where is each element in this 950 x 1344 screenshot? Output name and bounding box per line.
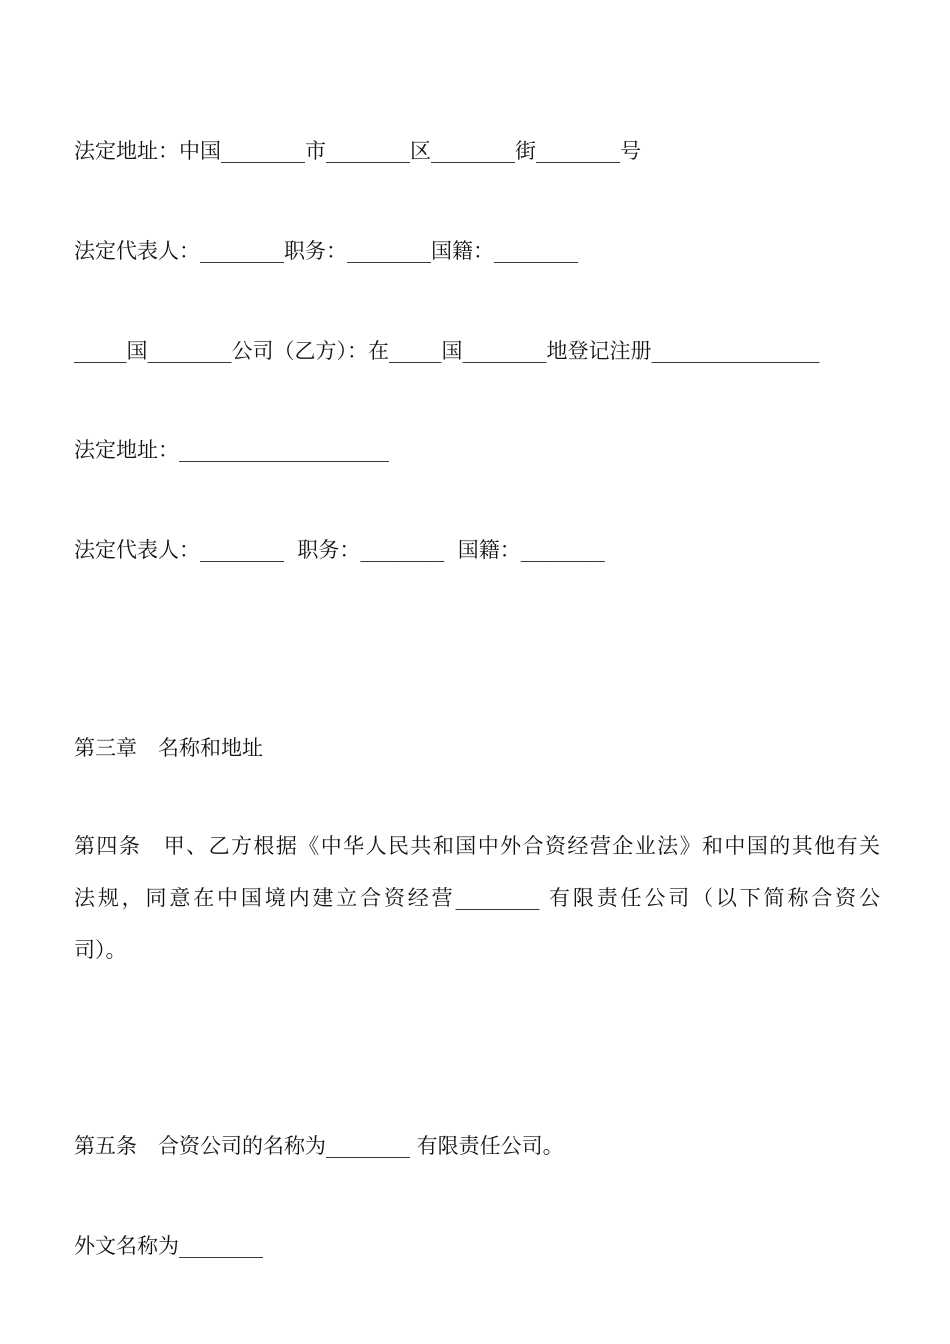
article-4-paragraph — [74, 820, 880, 976]
party-b-introduction: _____国________公司（乙方）：在_____国________地登记注册________________ — [74, 339, 820, 363]
article-4-line-1: 第四条 甲、乙方根据《中华人民共和国中外合资经营企业法》和中国的其他有关 — [74, 834, 880, 858]
article-4-line-2: 法规，同意在中国境内建立合资经营________ 有限责任公司（以下简称合资公 — [74, 886, 880, 910]
party-b-representative: 法定代表人：________ 职务：________ 国籍：________ — [74, 538, 605, 562]
party-a-representative: 法定代表人：________职务：________国籍：________ — [74, 239, 578, 263]
article-5: 第五条 合资公司的名称为________ 有限责任公司。 — [74, 1134, 564, 1158]
party-a-address: 法定地址：中国________市________区________街________号 — [74, 139, 641, 163]
foreign-name-line: 外文名称为________ — [74, 1234, 263, 1258]
chapter-3-title: 第三章 名称和地址 — [74, 736, 263, 760]
party-b-address: 法定地址：____________________ — [74, 438, 389, 462]
article-4-line-3: 司）。 — [74, 938, 127, 962]
